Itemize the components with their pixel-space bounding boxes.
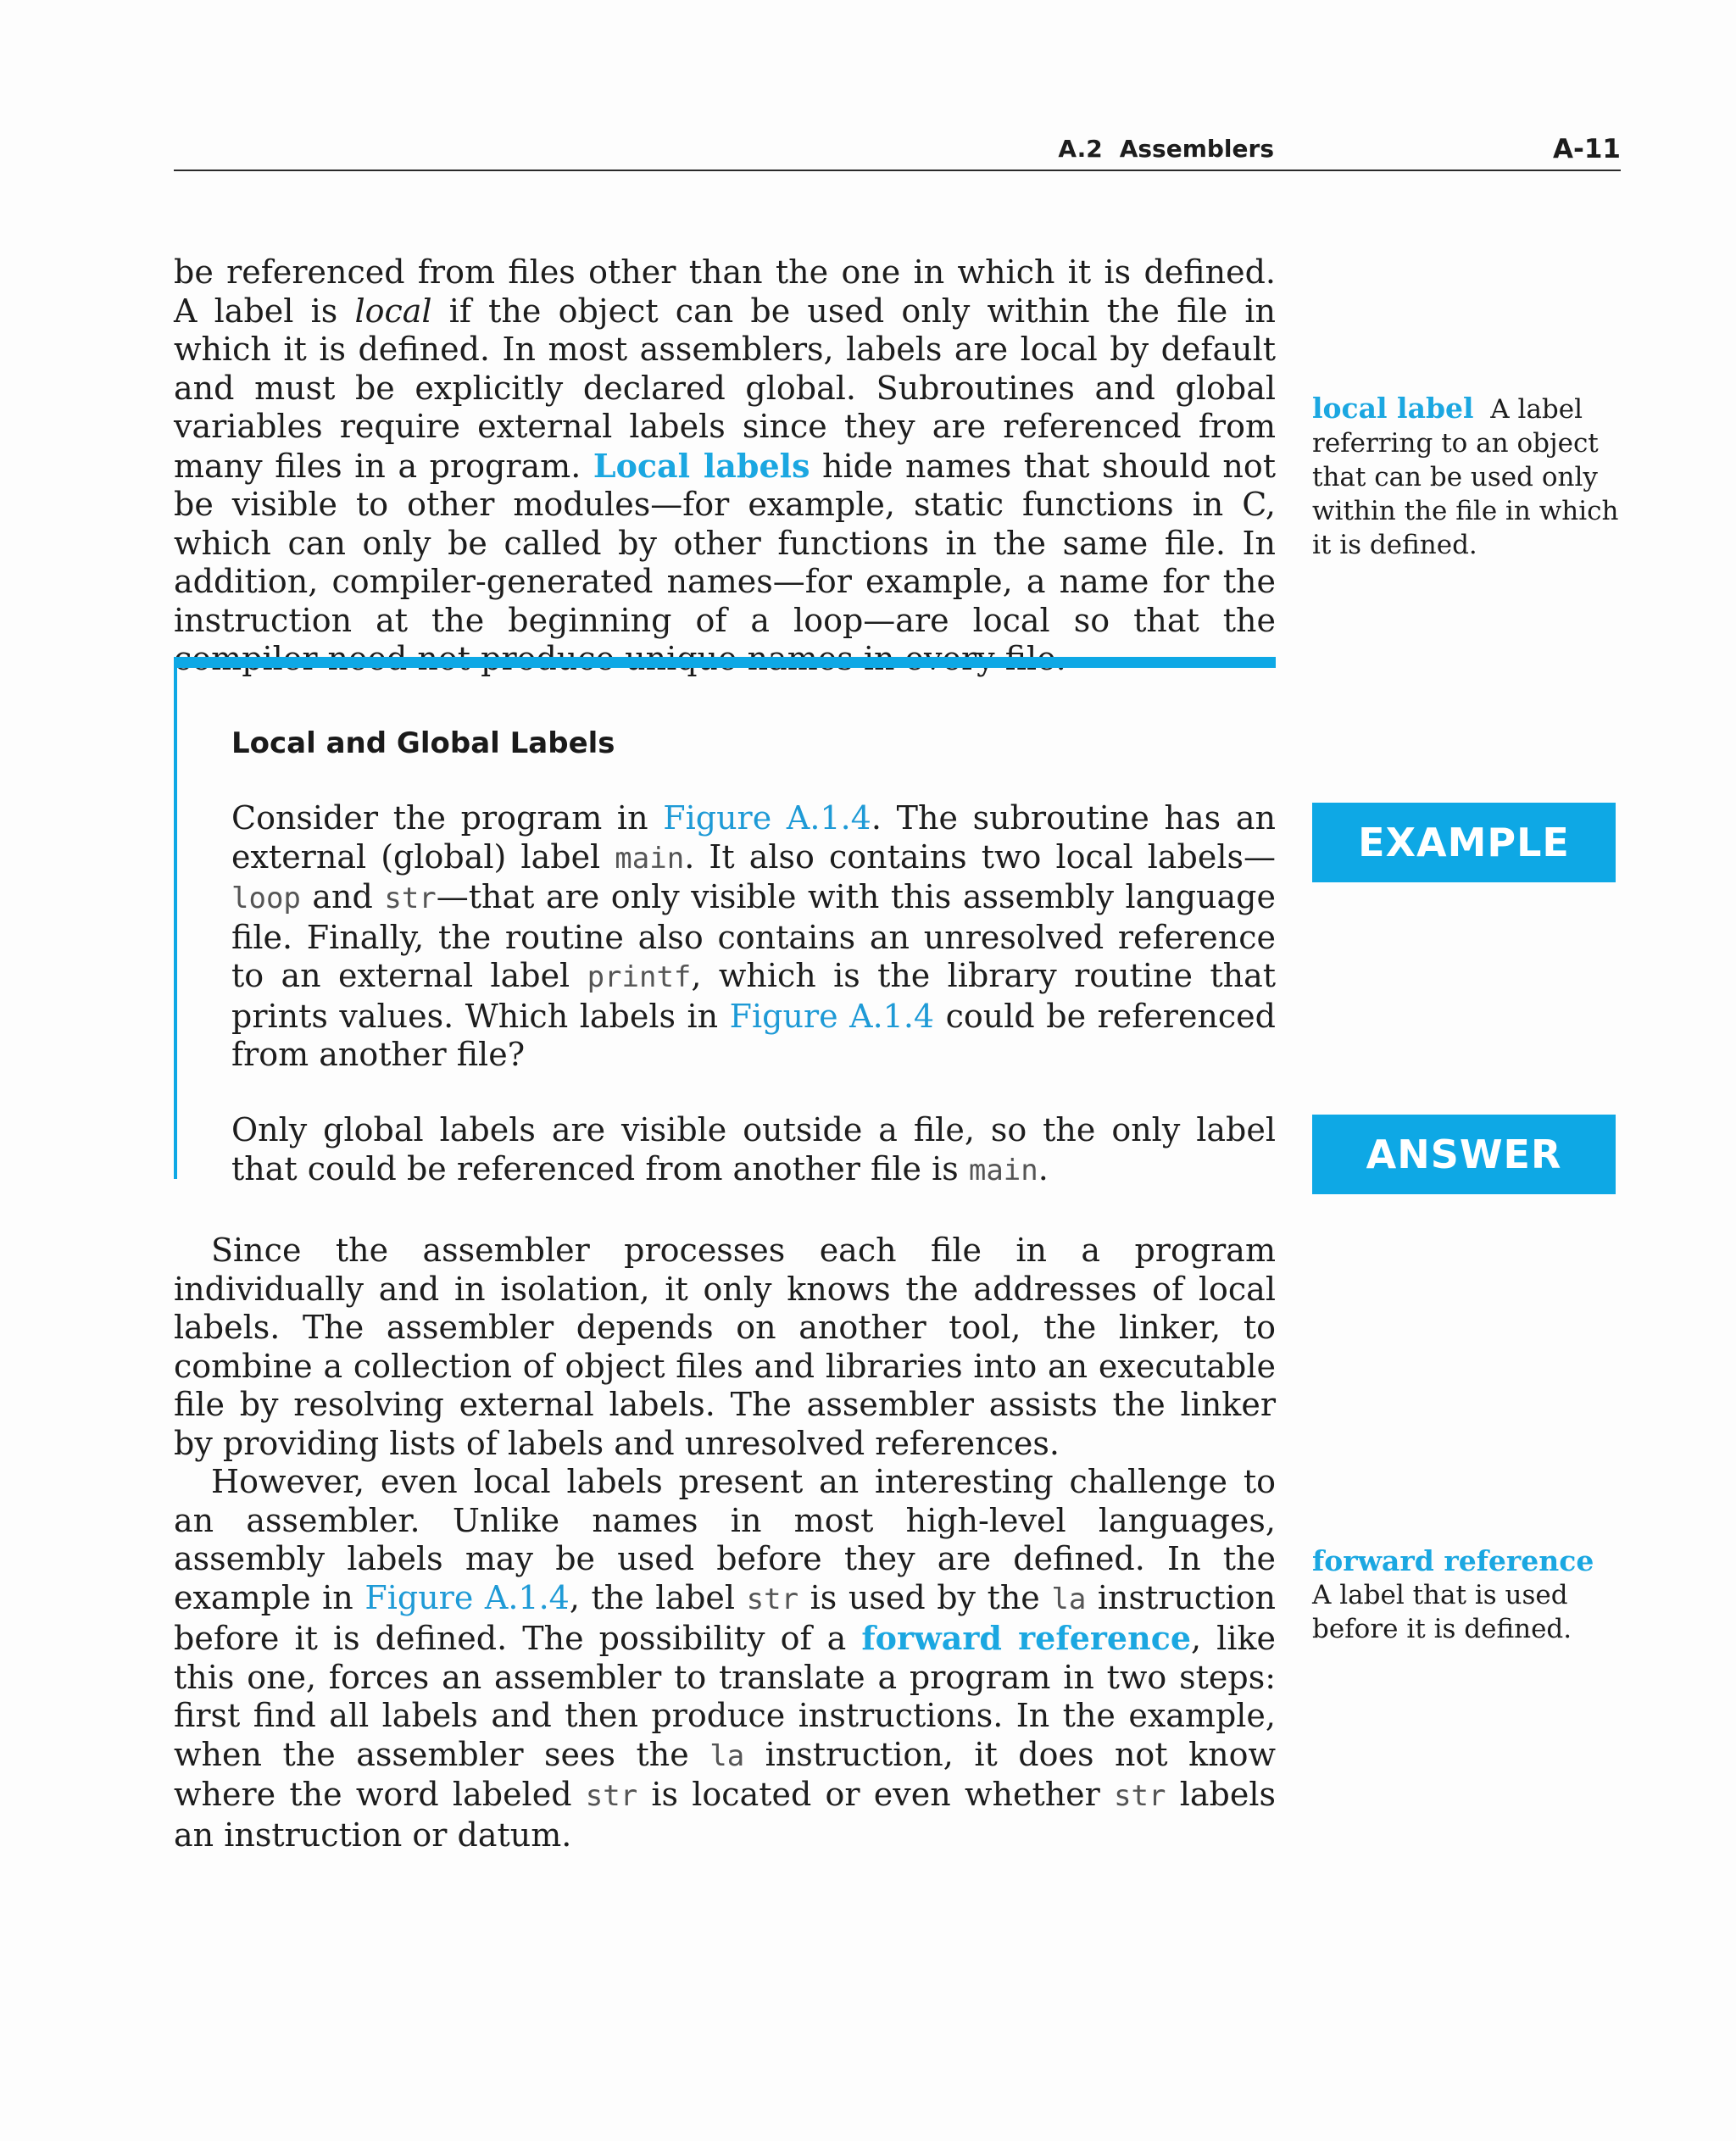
code-str: str: [1114, 1779, 1166, 1813]
text-run: , the label: [569, 1578, 747, 1616]
text-run: —that are only visible with this assembly language file. Finally, the routine also contains an unresolved reference to an external label: [231, 878, 1276, 994]
paragraph-text: Since the assembler processes each file in a program individually and in isolation, it only knows the addresses of local labels. The assembler depends on another tool, the linker, to combine a collection of object files and libraries into an executable file by resolving external labels. The assembler assists the linker by providing lists of labels and unresolved references.: [174, 1232, 1276, 1462]
example-left-rule: [174, 657, 177, 1179]
text-run: hide names that should not be visible to other modules—for example, static functions in C, which can only be called by other functions in the same file. In addition, compiler-generated names—for example, a name for the instruction at the beginning of a loop—are local so that the: [174, 447, 1277, 639]
code-main: main: [615, 841, 685, 876]
code-str: str: [384, 881, 437, 915]
margin-definition-forward-reference: [1312, 1544, 1626, 1646]
text-run: . It also contains two local labels—: [684, 837, 1276, 876]
code-printf: printf: [587, 960, 692, 994]
margin-definition: A label referring to an object that can be used only within the file in which it is defined.: [1312, 394, 1619, 560]
section-heading: [1058, 132, 1274, 166]
text-run: .: [1038, 1149, 1049, 1187]
key-term-local-labels: Local labels: [593, 446, 810, 485]
text-run: could be referenced from another file?: [231, 997, 1276, 1073]
example-top-rule: [174, 657, 1276, 668]
answer-tag: ANSWER: [1312, 1115, 1616, 1194]
text-run: , like this one, forces an assembler to translate a program in two steps: first find all labels and then produce instructions. In the example, when the assembler sees the: [174, 1620, 1276, 1773]
paragraph-forward-reference: [174, 1463, 1276, 1855]
figure-link[interactable]: Figure A.1.4: [729, 997, 935, 1035]
code-str: str: [585, 1779, 638, 1813]
text-run: and: [300, 878, 385, 915]
example-answer: [231, 1111, 1276, 1190]
section-number: A.2: [1058, 135, 1103, 163]
example-question: [231, 799, 1276, 1075]
example-heading: Local and Global Labels: [231, 726, 615, 760]
margin-term: local label: [1312, 392, 1474, 425]
text-run: is used by the: [798, 1578, 1052, 1616]
page-number: A-11: [1553, 134, 1621, 164]
text-run: be referenced from files other than the one in which it is defined. A label is: [174, 253, 1276, 330]
text-run: instruction, it does not know where the word labeled: [174, 1735, 1276, 1813]
figure-link[interactable]: Figure A.1.4: [663, 799, 871, 837]
text-run: Consider the program in: [231, 799, 664, 837]
paragraph-local-labels: [174, 253, 1276, 679]
code-la: la: [1051, 1582, 1087, 1616]
margin-term: forward reference: [1312, 1544, 1594, 1577]
text-run: Only global labels are visible outside a file, so the only label that could be referenced from another file is: [231, 1111, 1276, 1187]
italic-term: local: [354, 292, 432, 330]
margin-definition: A label that is used before it is defined.: [1312, 1580, 1572, 1644]
code-main: main: [968, 1153, 1038, 1187]
figure-link[interactable]: Figure A.1.4: [364, 1578, 570, 1616]
code-loop: loop: [231, 881, 301, 915]
example-box: [174, 657, 1276, 1187]
code-str: str: [746, 1582, 799, 1616]
running-header: [174, 132, 1621, 171]
code-la: la: [709, 1738, 745, 1773]
text-run: instruction before it is defined. The possibility of a: [174, 1578, 1276, 1657]
margin-definition-local-label: [1312, 392, 1626, 562]
text-run: labels an instruction or datum.: [174, 1776, 1276, 1854]
text-run: , which is the library routine that prints values. Which labels in: [231, 957, 1276, 1035]
text-run: However, even local labels present an interesting challenge to an assembler. Unlike names in most high-level languages, assembly labels may be used before they are defined. In the example in: [174, 1463, 1276, 1616]
section-title: Assemblers: [1119, 135, 1274, 163]
text-run: is located or even whether: [637, 1776, 1115, 1813]
text-run: . The subroutine has an external (global) label: [231, 799, 1276, 876]
text-run: if the object can be used only within the file in which it is defined. In most assemblers, labels are local by default and must be explicitly declared global. Subroutines and global variables require external labels since they are referenced from many files in a program.: [174, 292, 1276, 485]
example-tag: EXAMPLE: [1312, 803, 1616, 882]
paragraph-linker: [174, 1232, 1276, 1855]
key-term-forward-reference: forward reference: [861, 1619, 1192, 1657]
